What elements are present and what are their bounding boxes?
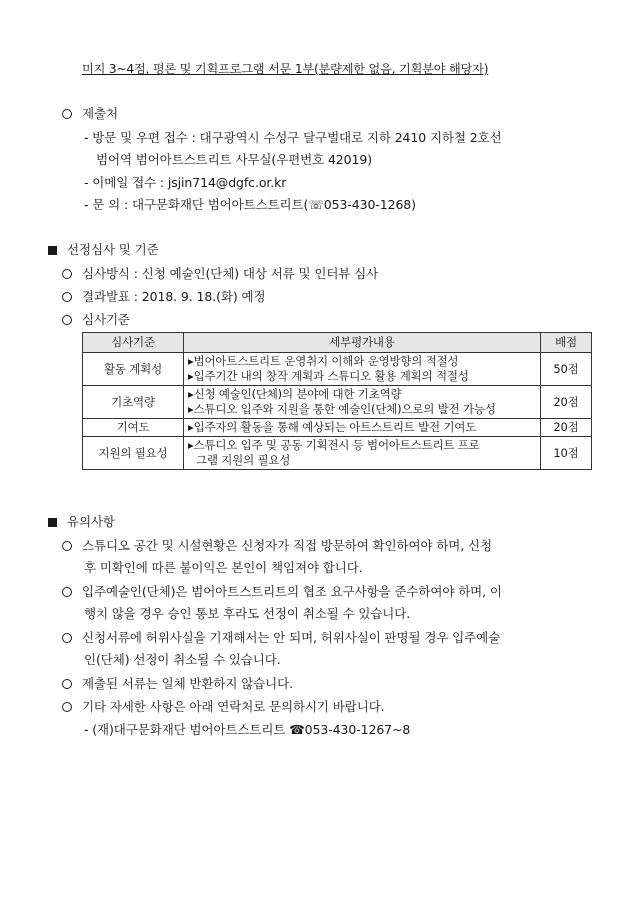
row-category: 기초역량 xyxy=(83,386,184,419)
announcement-line: 결과발표 : 2018. 9. 18.(화) 예정 xyxy=(62,287,265,305)
criteria-heading: 심사기준 xyxy=(62,310,130,328)
circle-bullet-icon xyxy=(62,315,72,325)
circle-bullet-icon xyxy=(62,292,72,302)
note-item-5: 기타 자세한 사항은 아래 연락처로 문의하시기 바랍니다. xyxy=(62,697,385,715)
selection-heading xyxy=(48,240,159,258)
row-score: 10점 xyxy=(541,437,592,470)
row-details: ▸신청 예술인(단체)의 분야에 대한 기초역량 ▸스튜디오 입주와 지원을 통한 예술인(단체)으로의 발전 가능성 xyxy=(184,386,541,419)
visit-line2: 범어역 범어아트스트리트 사무실(우편번호 42019) xyxy=(96,152,372,167)
header-details: 세부평가내용 xyxy=(184,333,541,353)
note-item-4: 제출된 서류는 일체 반환하지 않습니다. xyxy=(62,674,293,692)
visit-line1: - 방문 및 우편 접수 : 대구광역시 수성구 달구벌대로 지하 2410 지하철 2호선 xyxy=(84,130,502,145)
table-header-row xyxy=(83,333,592,353)
circle-bullet-icon xyxy=(62,679,72,689)
note-item-2-cont: 행치 않을 경우 승인 통보 후라도 선정이 취소될 수 있습니다. xyxy=(84,606,411,621)
method-line: 심사방식 : 신청 예술인(단체) 대상 서류 및 인터뷰 심사 xyxy=(62,264,378,282)
row-details: ▸스튜디오 입주 및 공동 기획전시 등 범어아트스트리트 프로 그램 지원의 필요성 xyxy=(184,437,541,470)
header-note: 미지 3~4점, 평론 및 기획프로그램 서문 1부(분량제한 없음, 기획분야 해당자) xyxy=(82,62,489,76)
note-item-1: 스튜디오 공간 및 시설현황은 신청자가 직접 방문하여 확인하여야 하며, 신청 xyxy=(62,536,492,554)
row-category: 기여도 xyxy=(83,419,184,437)
circle-bullet-icon xyxy=(62,702,72,712)
circle-bullet-icon xyxy=(62,587,72,597)
circle-bullet-icon xyxy=(62,269,72,279)
circle-bullet-icon xyxy=(62,541,72,551)
submission-title: 제출처 xyxy=(82,106,118,121)
table-row xyxy=(83,353,592,386)
email-line: - 이메일 접수 : jsjin714@dgfc.or.kr xyxy=(84,175,287,190)
circle-bullet-icon xyxy=(62,109,72,119)
row-score: 20점 xyxy=(541,419,592,437)
row-category: 활동 계획성 xyxy=(83,353,184,386)
note-item-3-cont: 인(단체) 선정이 취소될 수 있습니다. xyxy=(84,652,281,667)
row-details: ▸범어아트스트리트 운영취지 이해와 운영방향의 적절성 ▸입주기간 내의 창작 계획과 스튜디오 활용 계획의 적절성 xyxy=(184,353,541,386)
header-category: 심사기준 xyxy=(83,333,184,353)
selection-title: 선정심사 및 기준 xyxy=(67,242,159,257)
row-score: 20점 xyxy=(541,386,592,419)
table-row xyxy=(83,419,592,437)
row-details: ▸입주자의 활동을 통해 예상되는 아트스트리트 발전 기여도 xyxy=(184,419,541,437)
row-category: 지원의 필요성 xyxy=(83,437,184,470)
circle-bullet-icon xyxy=(62,633,72,643)
table-row xyxy=(83,386,592,419)
criteria-table xyxy=(82,332,592,470)
row-score: 50점 xyxy=(541,353,592,386)
square-bullet-icon xyxy=(48,246,57,255)
contact-line: - (재)대구문화재단 범어아트스트리트 ☎053-430-1267~8 xyxy=(84,722,411,737)
note-item-2: 입주예술인(단체)은 범어아트스트리트의 협조 요구사항을 준수하여야 하며, 이 xyxy=(62,582,502,600)
inquiry-line: - 문 의 : 대구문화재단 범어아트스트리트(☏053-430-1268) xyxy=(84,197,416,212)
notes-title: 유의사항 xyxy=(67,514,115,529)
table-row xyxy=(83,437,592,470)
square-bullet-icon xyxy=(48,518,57,527)
submission-heading xyxy=(62,104,118,122)
header-score: 배점 xyxy=(541,333,592,353)
note-item-1-cont: 후 미확인에 따른 불이익은 본인이 책임져야 합니다. xyxy=(84,560,363,575)
note-item-3: 신청서류에 허위사실을 기재해서는 안 되며, 허위사실이 판명될 경우 입주예술 xyxy=(62,628,500,646)
notes-heading xyxy=(48,512,115,530)
